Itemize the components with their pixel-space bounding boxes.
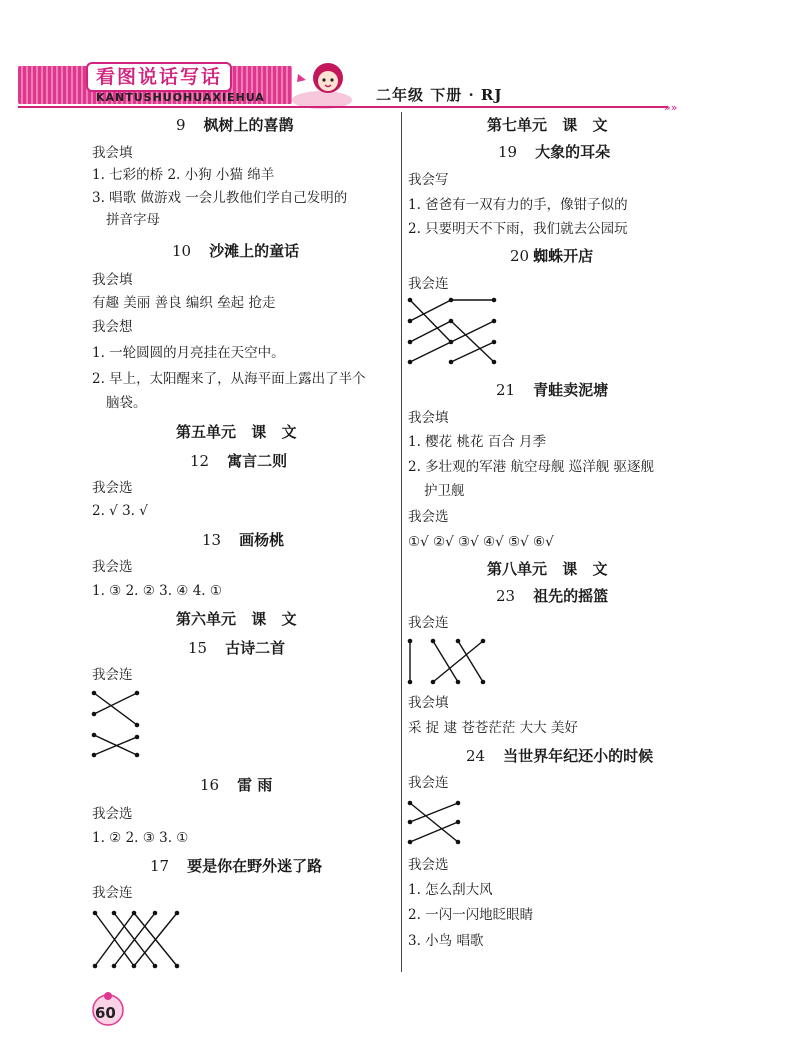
answer-line: 拼音字母 xyxy=(106,212,160,228)
lesson-heading xyxy=(496,380,608,400)
match-line xyxy=(410,803,458,822)
match-line xyxy=(433,641,483,682)
matching-diagram xyxy=(408,800,464,846)
answer-line: 3. 唱歌 做游戏 一会儿教他们学自己发明的 xyxy=(92,190,348,206)
answer-line: ①√ ②√ ③√ ④√ ⑤√ ⑥√ xyxy=(408,534,554,550)
lesson-heading xyxy=(202,530,284,550)
match-line xyxy=(410,342,451,362)
match-dot xyxy=(408,840,413,845)
lesson-heading xyxy=(510,246,593,266)
match-dot xyxy=(492,360,497,365)
header-rule xyxy=(18,106,668,108)
match-dot xyxy=(408,801,413,806)
match-dot xyxy=(456,820,461,825)
match-dot xyxy=(92,733,97,738)
match-dot xyxy=(492,340,497,345)
match-dot xyxy=(408,639,413,644)
answer-line: 2. 早上，太阳醒来了，从海平面上露出了半个 xyxy=(92,371,366,387)
match-dot xyxy=(132,911,137,916)
lesson-number: 19 xyxy=(498,143,518,161)
lesson-heading xyxy=(200,775,272,795)
answer-line: 1. 爸爸有一双有力的手，像钳子似的 xyxy=(408,197,628,213)
exercise-label: 我会连 xyxy=(408,276,449,292)
lesson-number: 13 xyxy=(202,531,222,549)
match-line xyxy=(410,803,458,842)
exercise-label: 我会填 xyxy=(92,145,133,161)
match-line xyxy=(433,641,458,682)
matching-diagram xyxy=(408,297,498,367)
match-dot xyxy=(481,680,486,685)
matching-diagram xyxy=(92,690,142,760)
match-line xyxy=(451,321,494,342)
match-line xyxy=(410,300,451,321)
match-dot xyxy=(112,911,117,916)
lesson-number: 17 xyxy=(150,857,170,875)
grade-label: 二年级 下册 · RJ xyxy=(376,86,503,104)
exercise-label: 我会连 xyxy=(92,667,133,683)
match-dot xyxy=(132,964,137,969)
lesson-number: 23 xyxy=(496,587,516,605)
answer-line: 2. √ 3. √ xyxy=(92,503,148,519)
match-dot xyxy=(135,691,140,696)
lesson-heading xyxy=(172,241,299,261)
lesson-title: 画杨桃 xyxy=(239,531,285,549)
book-series-pinyin: KANTUSHUOHUAXIEHUA xyxy=(96,91,265,104)
exercise-label: 我会连 xyxy=(408,615,449,631)
answer-line: 1. 怎么刮大风 xyxy=(408,882,493,898)
lesson-title: 古诗二首 xyxy=(225,639,286,657)
lesson-number: 10 xyxy=(172,242,192,260)
match-dot xyxy=(431,639,436,644)
answer-line: 脑袋。 xyxy=(106,395,147,411)
matching-diagram xyxy=(408,638,488,686)
lesson-title: 枫树上的喜鹊 xyxy=(203,116,294,134)
match-dot xyxy=(456,801,461,806)
answer-line: 采 捉 逮 苍苍茫茫 大大 美好 xyxy=(408,720,578,736)
lesson-heading xyxy=(188,638,285,658)
match-dot xyxy=(456,680,461,685)
answer-line: 有趣 美丽 善良 编织 垒起 抢走 xyxy=(92,295,276,311)
match-dot xyxy=(408,680,413,685)
match-dot xyxy=(135,735,140,740)
matching-diagram xyxy=(92,910,182,972)
answer-line: 1. ③ 2. ② 3. ④ 4. ① xyxy=(92,583,222,599)
match-dot xyxy=(431,680,436,685)
answer-line: 1. 樱花 桃花 百合 月季 xyxy=(408,434,547,450)
match-dot xyxy=(449,360,454,365)
match-dot xyxy=(135,753,140,758)
girl-mascot-icon xyxy=(292,56,362,112)
lesson-title: 当世界年纪还小的时候 xyxy=(503,747,654,765)
match-dot xyxy=(481,639,486,644)
lesson-number: 9 xyxy=(176,116,186,134)
lesson-heading xyxy=(176,115,294,135)
match-dot xyxy=(408,319,413,324)
match-dot xyxy=(492,319,497,324)
lesson-title: 蜘蛛开店 xyxy=(533,247,594,265)
exercise-label: 我会连 xyxy=(408,775,449,791)
lesson-number: 16 xyxy=(200,776,220,794)
answer-line: 2. 只要明天不下雨，我们就去公园玩 xyxy=(408,221,628,237)
lesson-number: 12 xyxy=(190,452,210,470)
match-dot xyxy=(408,820,413,825)
exercise-label: 我会填 xyxy=(408,695,449,711)
match-line xyxy=(451,321,494,362)
match-dot xyxy=(153,964,158,969)
answer-line: 1. ② 2. ③ 3. ① xyxy=(92,830,189,846)
match-dot xyxy=(112,964,117,969)
match-dot xyxy=(153,911,158,916)
lesson-title: 青蛙卖泥塘 xyxy=(533,381,609,399)
match-dot xyxy=(93,964,98,969)
exercise-label: 我会选 xyxy=(92,559,133,575)
column-divider xyxy=(401,112,402,972)
lesson-number: 20 xyxy=(510,247,530,265)
match-dot xyxy=(135,723,140,728)
answer-line: 2. 一闪一闪地眨眼睛 xyxy=(408,907,534,923)
unit-heading: 第八单元 课 文 xyxy=(487,560,608,578)
match-line xyxy=(410,300,451,342)
lesson-title: 祖先的摇篮 xyxy=(533,587,609,605)
match-line xyxy=(451,342,494,362)
match-line xyxy=(458,641,483,682)
lesson-title: 雷 雨 xyxy=(237,776,273,794)
match-line xyxy=(410,822,458,842)
match-line xyxy=(94,693,137,725)
lesson-title: 大象的耳朵 xyxy=(535,143,611,161)
unit-heading: 第七单元 课 文 xyxy=(487,116,608,134)
lesson-title: 寓言二则 xyxy=(227,452,288,470)
match-dot xyxy=(92,691,97,696)
match-dot xyxy=(92,712,97,717)
answer-line: 3. 小鸟 唱歌 xyxy=(408,933,484,949)
exercise-label: 我会写 xyxy=(408,172,449,188)
book-series-title: 看图说话写话 xyxy=(86,62,232,92)
exercise-label: 我会填 xyxy=(92,272,133,288)
match-dot xyxy=(92,753,97,758)
match-dot xyxy=(449,298,454,303)
exercise-label: 我会连 xyxy=(92,885,133,901)
lesson-heading xyxy=(496,586,608,606)
answer-line: 1. 一轮圆圆的月亮挂在天空中。 xyxy=(92,345,285,361)
lesson-number: 15 xyxy=(188,639,208,657)
exercise-label: 我会选 xyxy=(408,857,449,873)
lesson-number: 24 xyxy=(466,747,486,765)
lesson-number: 21 xyxy=(496,381,516,399)
exercise-label: 我会选 xyxy=(408,509,449,525)
answer-line: 2. 多壮观的军港 航空母舰 巡洋舰 驱逐舰 xyxy=(408,459,655,475)
match-dot xyxy=(408,298,413,303)
unit-heading: 第五单元 课 文 xyxy=(176,423,297,441)
match-dot xyxy=(408,360,413,365)
match-dot xyxy=(492,298,497,303)
answer-line: 1. 七彩的桥 2. 小狗 小猫 绵羊 xyxy=(92,167,275,183)
exercise-label: 我会选 xyxy=(92,480,133,496)
exercise-label: 我会想 xyxy=(92,319,133,335)
page-number: 60 xyxy=(95,1004,116,1022)
match-dot xyxy=(449,319,454,324)
unit-heading: 第六单元 课 文 xyxy=(176,610,297,628)
match-dot xyxy=(175,964,180,969)
answer-line: 护卫舰 xyxy=(424,483,465,499)
match-dot xyxy=(456,840,461,845)
match-dot xyxy=(175,911,180,916)
lesson-heading xyxy=(190,451,287,471)
match-dot xyxy=(408,340,413,345)
match-dot xyxy=(456,639,461,644)
match-line xyxy=(94,693,137,714)
exercise-label: 我会填 xyxy=(408,410,449,426)
match-line xyxy=(410,321,451,342)
exercise-label: 我会选 xyxy=(92,806,133,822)
lesson-title: 沙滩上的童话 xyxy=(209,242,300,260)
match-dot xyxy=(449,340,454,345)
lesson-heading xyxy=(466,746,653,766)
rule-end-marks-icon: »» xyxy=(664,101,678,114)
lesson-heading xyxy=(150,856,322,876)
match-dot xyxy=(93,911,98,916)
lesson-title: 要是你在野外迷了路 xyxy=(187,857,323,875)
lesson-heading xyxy=(498,142,610,162)
